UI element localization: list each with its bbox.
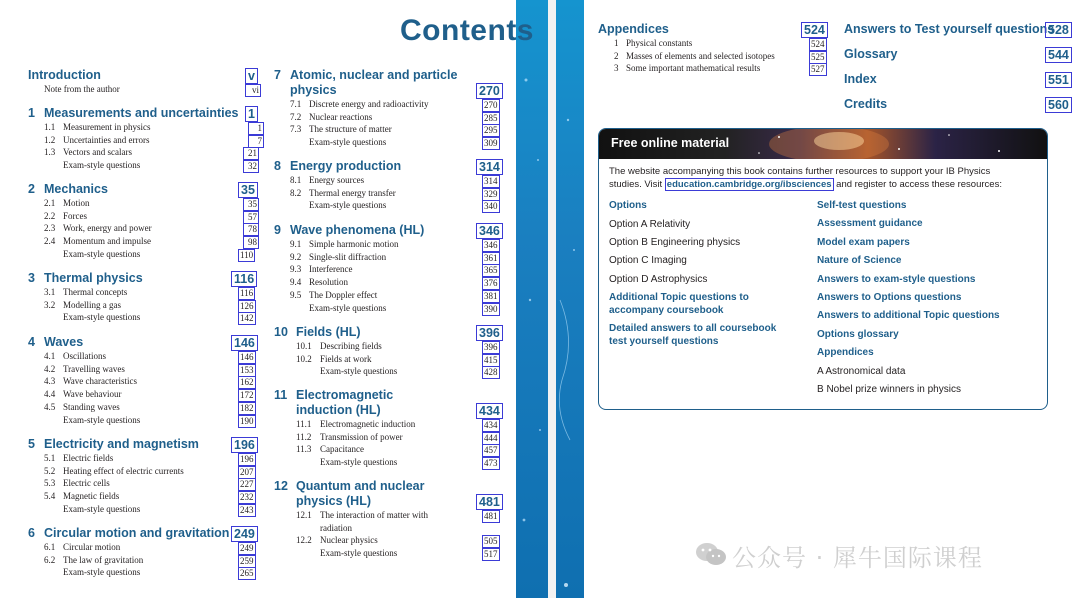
online-material-box [598,128,1048,410]
section-number: 5.3 [44,478,56,489]
section-page[interactable]: 232 [240,492,254,503]
section-row[interactable] [296,534,378,547]
section-page[interactable]: 314 [484,176,498,186]
section-row[interactable] [44,311,140,324]
section-title: Work, energy and power [63,223,152,234]
section-number: 5.1 [44,453,56,463]
section-number: 7.3 [290,124,302,135]
backmatter-page[interactable]: 551 [1045,72,1072,88]
intro-sub-page[interactable]: vi [245,84,261,97]
chapter-number: 5 [28,437,35,451]
online-left-item[interactable]: accompany coursebook [609,305,724,316]
section-row[interactable] [296,509,428,522]
section-row[interactable] [290,276,348,289]
backmatter-page[interactable]: 560 [1045,97,1072,113]
appendix-page[interactable]: 525 [811,51,825,62]
chapter-title: Quantum and nuclear [296,479,425,493]
section-title: Momentum and impulse [63,236,151,247]
section-title: Fields at work [320,353,372,364]
online-left-item[interactable]: test yourself questions [609,336,719,347]
section-page[interactable]: 7 [248,135,264,148]
section-row[interactable] [44,401,120,414]
section-number: 9.3 [290,264,302,275]
section-row[interactable] [44,134,149,147]
chapter-number: 10 [274,325,288,339]
section-page[interactable]: 142 [240,313,254,324]
section-page[interactable]: 207 [240,466,254,477]
section-title: Measurement in physics [63,122,151,132]
section-number: 1.3 [44,147,56,158]
appendix-row[interactable] [614,37,692,50]
online-right-item[interactable]: Assessment guidance [817,218,923,230]
section-title: Simple harmonic motion [309,239,399,249]
section-title: Thermal energy transfer [309,187,396,198]
section-page[interactable]: 265 [240,568,254,579]
section-title: Magnetic fields [63,491,120,502]
section-title: The structure of matter [309,124,392,135]
section-page[interactable]: 361 [484,252,498,263]
section-title: Heating effect of electric currents [63,465,184,476]
section-row[interactable] [44,286,127,299]
section-row[interactable] [44,146,132,159]
section-row[interactable] [44,210,87,223]
appendices-heading[interactable]: Appendices [598,22,669,36]
chapter-number: 1 [28,106,35,120]
online-right-item[interactable]: Appendices [817,347,874,359]
section-number: 4.4 [44,389,56,400]
section-title: Resolution [309,277,349,288]
section-page[interactable]: 415 [484,354,498,365]
online-right-item[interactable]: Answers to exam-style questions [817,273,976,285]
section-page[interactable]: 196 [240,454,254,464]
section-title: Exam-style questions [63,567,141,578]
chapter-8-page[interactable]: 314 [476,159,503,175]
section-page[interactable]: 340 [484,201,498,212]
section-number: 4.2 [44,363,56,374]
appendix-title: Physical constants [626,38,693,48]
section-title: Wave behaviour [63,389,122,400]
section-title: Exam-style questions [63,414,141,425]
chapter-number: 12 [274,479,288,493]
section-number: 10.1 [296,341,312,351]
appendix-number: 2 [614,50,619,61]
section-row[interactable] [44,350,106,363]
chapter-title: Electromagnetic [296,388,394,402]
section-number: 8.1 [290,175,302,185]
section-title: Thermal concepts [63,287,128,297]
section-number: 11.2 [296,431,312,442]
section-page[interactable]: 32 [243,160,259,173]
section-title: The interaction of matter with [320,510,428,520]
appendices-page[interactable]: 524 [801,22,828,38]
section-page[interactable]: 381 [484,290,498,301]
section-row[interactable] [290,98,429,111]
section-row[interactable] [290,187,396,200]
section-row[interactable] [290,251,386,264]
section-row[interactable] [290,111,372,124]
section-number: 2.2 [44,210,56,221]
chapter-number: 3 [28,271,35,285]
chapter-title-line2[interactable]: induction (HL) [296,403,381,417]
section-row[interactable] [44,541,120,554]
section-row[interactable] [296,522,352,535]
appendix-title: Masses of elements and selected isotopes [626,50,775,61]
wechat-icon [694,540,728,568]
section-page[interactable]: 346 [484,240,498,250]
section-row[interactable] [290,123,392,136]
section-title: Exam-style questions [309,302,387,313]
section-row[interactable] [44,452,113,465]
chapter-9-page[interactable]: 346 [476,223,503,239]
section-number: 5.2 [44,465,56,476]
section-number: 4.1 [44,351,56,361]
section-page[interactable]: 285 [484,112,498,123]
section-title: Exam-style questions [320,548,398,559]
chapter-3-page[interactable]: 116 [231,271,257,287]
section-number: 3.2 [44,299,56,310]
section-row[interactable] [290,238,399,251]
section-number: 12.2 [296,535,312,546]
section-title: Oscillations [63,351,106,361]
online-right-item[interactable]: Answers to additional Topic questions [817,310,1000,322]
section-row[interactable] [44,121,150,134]
section-row[interactable] [44,222,152,235]
section-row[interactable] [44,235,151,248]
section-title: Describing fields [320,341,382,351]
section-title: Electromagnetic induction [320,419,416,429]
chapter-10-heading[interactable] [274,325,361,340]
section-number: 9.4 [290,277,302,288]
online-right-item[interactable]: Answers to Options questions [817,292,962,303]
online-url-link[interactable]: education.cambridge.org/ibsciences [666,179,832,190]
section-number: 7.1 [290,99,302,109]
section-row[interactable] [290,289,377,302]
section-title: Interference [309,264,353,275]
book-spine-left [516,0,548,598]
section-row[interactable] [44,388,122,401]
section-row[interactable] [44,375,137,388]
backmatter-link[interactable]: Index [844,72,877,86]
section-page[interactable]: 259 [240,555,254,566]
chapter-6-page[interactable]: 249 [231,526,258,542]
chapter-title: Measurements and uncertainties [44,106,239,120]
section-page[interactable]: 517 [484,549,498,560]
section-number: 4.3 [44,376,56,387]
chapter-12-heading[interactable] [274,479,425,494]
section-number: 3.1 [44,287,56,297]
chapter-number: 2 [28,182,35,196]
chapter-11-heading[interactable] [274,388,393,403]
section-title: Exam-style questions [63,248,141,259]
chapter-title-line2[interactable]: physics (HL) [296,494,372,508]
appendix-page[interactable]: 524 [811,39,825,49]
online-left-item: Option C Imaging [609,255,687,266]
chapter-number: 9 [274,223,281,237]
section-page[interactable]: 481 [484,511,498,521]
section-title: Nuclear physics [320,535,378,546]
chapter-title: Electricity and magnetism [44,437,199,451]
watermark-text: 公众号 · 犀牛国际课程 [732,544,983,572]
chapter-12-page[interactable]: 481 [476,494,503,510]
section-page[interactable]: 243 [240,504,254,515]
online-right-item[interactable]: Nature of Science [817,255,902,267]
section-title: Vectors and scalars [63,147,132,158]
appendix-number: 1 [614,38,619,48]
online-left-item[interactable]: Options [609,200,647,211]
section-title: radiation [320,522,352,533]
chapter-title: Thermal physics [44,271,143,285]
section-title: Exam-style questions [320,366,398,377]
online-right-item[interactable]: Model exam papers [817,236,910,248]
section-title: Modelling a gas [63,299,121,310]
book-spine-right [556,0,584,598]
section-number: 1.1 [44,122,56,132]
section-page[interactable]: 116 [240,288,254,298]
section-row[interactable] [44,414,140,427]
section-number: 5.4 [44,491,56,502]
chapter-number: 8 [274,159,281,173]
section-page[interactable]: 172 [240,390,254,401]
chapter-title-line2[interactable]: physics [290,83,337,97]
section-row[interactable] [44,248,140,261]
appendix-number: 3 [614,63,619,74]
section-row[interactable] [296,353,372,366]
chapter-title: Circular motion and gravitation [44,526,230,540]
online-desc-visit: studies. Visit [609,179,663,190]
intro-sub-label[interactable]: Note from the author [44,84,120,94]
section-row[interactable] [296,547,397,560]
section-row[interactable] [44,554,143,567]
online-left-item: Option D Astrophysics [609,274,708,285]
section-page[interactable]: 505 [484,536,498,547]
section-row[interactable] [44,490,119,503]
chapter-11-page[interactable]: 434 [476,403,503,419]
section-page[interactable]: 473 [484,458,498,469]
backmatter-page[interactable]: 528 [1045,22,1072,38]
section-title: Exam-style questions [320,457,398,468]
section-title: Discrete energy and radioactivity [309,99,429,109]
section-row[interactable] [44,159,140,172]
section-page[interactable]: 227 [240,479,254,490]
section-page[interactable]: 1 [248,122,264,135]
section-title: Exam-style questions [63,160,141,171]
chapter-number: 6 [28,526,35,540]
section-row[interactable] [44,566,140,579]
section-page[interactable]: 396 [484,342,498,352]
section-page[interactable]: 35 [243,198,259,211]
chapter-8-heading[interactable] [274,159,401,174]
page-title: Contents [400,14,534,47]
section-title: Exam-style questions [309,137,387,148]
section-row[interactable] [290,263,352,276]
section-page[interactable]: 444 [484,432,498,443]
section-number: 2.4 [44,236,56,247]
section-page[interactable]: 182 [240,402,254,413]
online-left-item: Option A Relativity [609,219,691,230]
chapter-title: Fields (HL) [296,325,361,339]
backmatter-page[interactable]: 544 [1045,47,1072,63]
section-page[interactable]: 270 [484,100,498,110]
section-number: 11.3 [296,444,312,455]
section-title: Electric fields [63,453,114,463]
section-number: 7.2 [290,111,302,122]
chapter-title: Waves [44,335,84,349]
appendix-row[interactable] [614,62,760,75]
section-row[interactable] [44,299,121,312]
online-left-item: Option B Engineering physics [609,237,741,248]
section-number: 11.1 [296,419,312,429]
section-row[interactable] [44,465,184,478]
section-title: Energy sources [309,175,365,185]
section-title: Exam-style questions [309,200,387,211]
chapter-title: Mechanics [44,182,108,196]
section-row[interactable] [44,363,125,376]
section-title: Forces [63,210,87,221]
section-title: Nuclear reactions [309,111,373,122]
section-page[interactable]: 309 [484,138,498,149]
section-row[interactable] [290,174,364,187]
online-desc-line1: The website accompanying this book contains further resources to support your IB Physics [609,166,991,177]
section-page[interactable]: 390 [484,303,498,314]
chapter-7-heading[interactable] [274,68,457,83]
backmatter-link[interactable]: Answers to Test yourself questions [844,22,1055,36]
section-page[interactable]: 190 [240,415,254,426]
section-row[interactable] [296,365,397,378]
page-gutter [548,0,556,598]
section-number: 9.1 [290,239,302,249]
section-row[interactable] [296,418,415,431]
chapter-4-page[interactable]: 146 [231,335,258,351]
section-number: 1.2 [44,134,56,145]
section-row[interactable] [290,199,386,212]
section-title: The law of gravitation [63,554,144,565]
section-page[interactable]: 457 [484,445,498,456]
chapter-2-heading[interactable] [28,182,108,197]
chapter-5-page[interactable]: 196 [231,437,258,453]
section-page[interactable]: 146 [240,352,254,362]
chapter-1-heading[interactable] [28,106,239,121]
section-page[interactable]: 376 [484,278,498,289]
section-row[interactable] [290,136,386,149]
section-number: 10.2 [296,353,312,364]
chapter-4-heading[interactable] [28,335,83,350]
section-page[interactable]: 153 [240,364,254,375]
chapter-2-page[interactable]: 35 [238,182,258,198]
section-page[interactable]: 428 [484,367,498,378]
section-row[interactable] [44,503,140,516]
section-title: Standing waves [63,401,120,412]
section-row[interactable] [290,302,386,315]
online-desc-register: and register to access these resources: [836,179,1002,190]
section-row[interactable] [296,456,397,469]
section-title: Circular motion [63,542,121,552]
section-row[interactable] [296,431,403,444]
chapter-title: Atomic, nuclear and particle [290,68,458,82]
online-desc-line2 [609,178,1002,191]
intro-page[interactable]: v [245,68,258,84]
online-material-title: Free online material [611,136,730,150]
section-title: Transmission of power [320,431,403,442]
section-row[interactable] [296,443,364,456]
section-page[interactable]: 295 [484,125,498,136]
section-page[interactable]: 78 [243,223,259,236]
section-number: 6.1 [44,542,56,552]
online-right-item[interactable]: Self-test questions [817,200,907,211]
intro-heading[interactable]: Introduction [28,68,101,82]
section-page[interactable]: 249 [240,543,254,553]
section-title: Single-slit diffraction [309,251,387,262]
chapter-10-page[interactable]: 396 [476,325,503,341]
section-number: 6.2 [44,554,56,565]
section-page[interactable]: 434 [484,420,498,430]
section-number: 9.5 [290,289,302,300]
section-row[interactable] [296,340,382,353]
online-material-header [599,129,1047,159]
chapter-9-heading[interactable] [274,223,424,238]
online-right-item[interactable]: Options glossary [817,328,899,340]
section-row[interactable] [44,197,90,210]
section-title: Wave characteristics [63,376,137,387]
section-row[interactable] [44,477,110,490]
section-page[interactable]: 329 [484,188,498,199]
section-page[interactable]: 162 [240,377,254,388]
appendix-row[interactable] [614,50,775,63]
section-number: 8.2 [290,187,302,198]
online-left-item[interactable]: Additional Topic questions to [609,292,749,303]
section-title: Uncertainties and errors [63,134,150,145]
chapter-number: 4 [28,335,35,349]
chapter-5-heading[interactable] [28,437,199,452]
chapter-1-page[interactable]: 1 [245,106,258,122]
section-number: 4.5 [44,401,56,412]
chapter-3-heading[interactable] [28,271,143,286]
section-title: Electric cells [63,478,110,489]
chapter-number: 11 [274,388,288,402]
online-left-item[interactable]: Detailed answers to all coursebook [609,323,777,334]
backmatter-link[interactable]: Glossary [844,47,898,61]
section-number: 12.1 [296,510,312,520]
section-title: Travelling waves [63,363,125,374]
section-page[interactable]: 21 [243,147,259,160]
section-title: Exam-style questions [63,312,141,323]
section-number: 9.2 [290,251,302,262]
chapter-title: Wave phenomena (HL) [290,223,425,237]
section-number: 2.3 [44,223,56,234]
section-page[interactable]: 98 [243,236,259,249]
section-page[interactable]: 126 [240,300,254,311]
section-title: Motion [63,198,90,208]
section-number: 2.1 [44,198,56,208]
chapter-number: 7 [274,68,281,82]
chapter-7-page[interactable]: 270 [476,83,503,99]
section-title: Capacitance [320,444,364,455]
section-page[interactable]: 365 [484,265,498,276]
section-page[interactable]: 110 [240,249,254,260]
section-title: The Doppler effect [309,289,378,300]
section-page[interactable]: 57 [243,211,259,224]
backmatter-link[interactable]: Credits [844,97,888,111]
chapter-6-heading[interactable] [28,526,229,541]
section-title: Exam-style questions [63,503,141,514]
appendix-page[interactable]: 527 [811,64,825,75]
chapter-title: Energy production [290,159,402,173]
online-right-item: A Astronomical data [817,365,906,377]
online-right-item: B Nobel prize winners in physics [817,384,961,395]
appendix-title: Some important mathematical results [626,63,761,74]
